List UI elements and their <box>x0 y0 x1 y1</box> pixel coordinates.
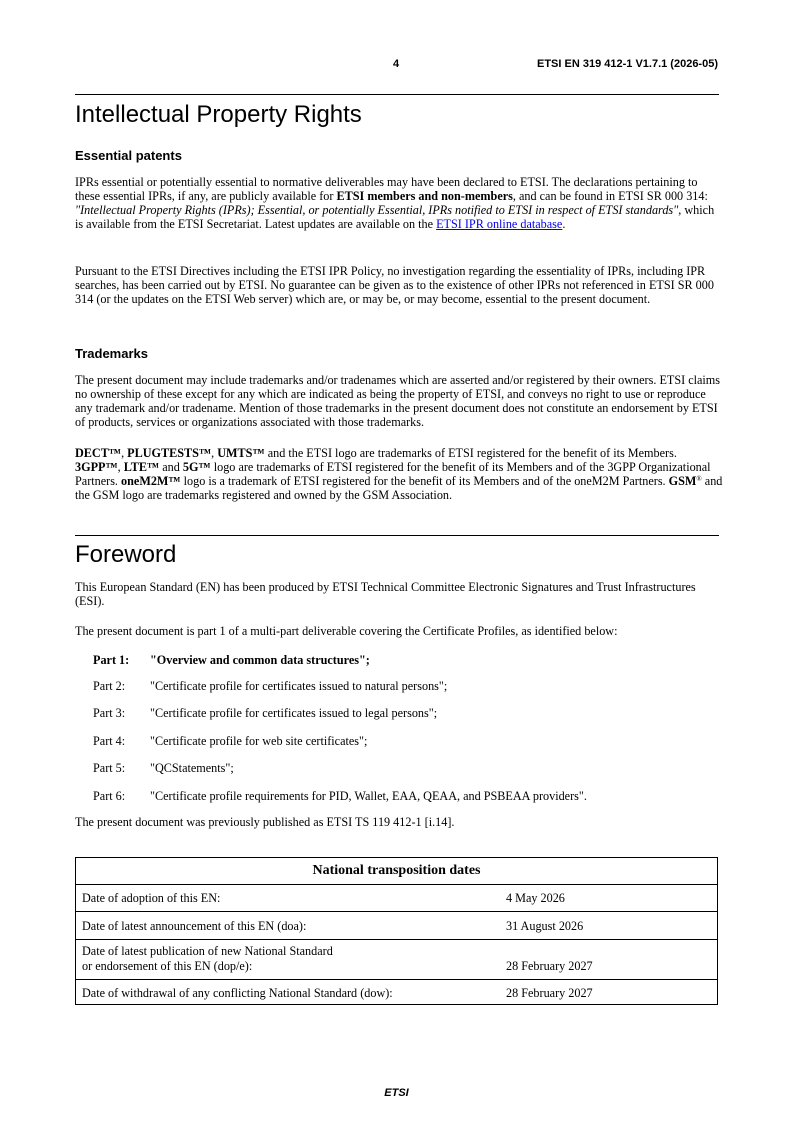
table-row <box>76 912 717 940</box>
part-number: Part 2: <box>93 679 126 693</box>
table-row <box>76 980 717 1005</box>
list-item <box>93 761 713 775</box>
table-cell-value: 4 May 2026 <box>506 891 565 905</box>
paragraph-foreword-intro: This European Standard (EN) has been produced by ETSI Technical Committee Electronic Signatures and Trust Infrastructures (ESI). <box>75 580 696 608</box>
table-cell-label: Date of latest publication of new National Standard <box>82 944 333 958</box>
table-title: National transposition dates <box>76 858 717 885</box>
part-title: "Overview and common data structures"; <box>150 653 370 667</box>
table-cell-value: 28 February 2027 <box>506 986 593 1000</box>
national-transposition-dates-table <box>75 857 718 1005</box>
part-title: "Certificate profile for web site certificates"; <box>150 734 368 748</box>
heading-foreword: Foreword <box>75 541 177 568</box>
table-row <box>76 940 717 980</box>
list-item <box>93 706 713 720</box>
paragraph-ipr-declarations: IPRs essential or potentially essential to normative deliverables may have been declared to ETSI. The declarations pertaining to these essential IPRs, if any, are publicly available for ETSI members and non-members, and can be found in ETSI SR 000 314: "Intellectual Property Rights (IPRs); Essential, or potentially Essential, IPRs notified to ETSI in respect of ETSI standards", which is available from the ETSI Secretariat. Latest updates are available on the ETSI IPR online database. <box>75 175 715 231</box>
list-item <box>93 789 713 803</box>
list-item <box>93 734 713 748</box>
part-number: Part 3: <box>93 706 126 720</box>
table-cell-label: Date of withdrawal of any conflicting National Standard (dow): <box>82 986 393 1000</box>
paragraph-trademarks-list: DECT™, PLUGTESTS™, UMTS™ and the ETSI logo are trademarks of ETSI registered for the benefit of its Members. 3GPP™, LTE™ and 5G™ logo are trademarks of ETSI registered for the benefit of its Members and of the 3GPP Organizational Partners. oneM2M™ logo is a trademark of ETSI registered for the benefit of its Members and of the oneM2M Partners. GSM® and the GSM logo are trademarks registered and owned by the GSM Association. <box>75 446 723 502</box>
page-number: 4 <box>393 58 400 70</box>
part-number: Part 1: <box>93 653 130 667</box>
section-rule-foreword <box>75 535 719 536</box>
paragraph-ipr-policy: Pursuant to the ETSI Directives including the ETSI IPR Policy, no investigation regarding the essentiality of IPRs, including IPR searches, has been carried out by ETSI. No guarantee can be given as to the existence of other IPRs not referenced in ETSI SR 000 314 (or the updates on the ETSI Web server) which are, or may be, or may become, essential to the present document. <box>75 264 714 306</box>
list-item <box>93 679 713 693</box>
document-reference: ETSI EN 319 412-1 V1.7.1 (2026-05) <box>537 58 718 70</box>
table-cell-label: Date of latest announcement of this EN (doa): <box>82 919 307 933</box>
heading-essential-patents: Essential patents <box>75 148 182 163</box>
part-number: Part 5: <box>93 761 126 775</box>
paragraph-trademarks-general: The present document may include trademarks and/or tradenames which are asserted and/or registered by their owners. ETSI claims no ownership of these except for any which are indicated as being the property of ETSI, and conveys no right to use or reproduce any trademark and/or tradename. Mention of those trademarks in the present document does not constitute an endorsement by ETSI of products, services or organizations associated with those trademarks. <box>75 373 721 429</box>
table-row <box>76 884 717 912</box>
table-cell-label: Date of adoption of this EN: <box>82 891 221 905</box>
table-cell-label: or endorsement of this EN (dop/e): <box>82 959 253 973</box>
paragraph-previous-publication: The present document was previously published as ETSI TS 119 412-1 [i.14]. <box>75 815 455 829</box>
table-cell-value: 28 February 2027 <box>506 959 593 973</box>
footer-etsi: ETSI <box>384 1087 409 1099</box>
heading-intellectual-property-rights: Intellectual Property Rights <box>75 101 362 128</box>
section-rule-ipr <box>75 94 719 95</box>
table-cell-value: 31 August 2026 <box>506 919 584 933</box>
part-title: "Certificate profile for certificates issued to natural persons"; <box>150 679 448 693</box>
list-item <box>93 653 713 667</box>
heading-trademarks: Trademarks <box>75 346 148 361</box>
part-title: "QCStatements"; <box>150 761 234 775</box>
paragraph-foreword-parts-intro: The present document is part 1 of a multi-part deliverable covering the Certificate Profiles, as identified below: <box>75 624 618 638</box>
part-title: "Certificate profile requirements for PID, Wallet, EAA, QEAA, and PSBEAA providers". <box>150 789 587 803</box>
etsi-ipr-database-link[interactable]: ETSI IPR online database <box>436 216 563 231</box>
part-number: Part 4: <box>93 734 126 748</box>
part-title: "Certificate profile for certificates issued to legal persons"; <box>150 706 438 720</box>
part-number: Part 6: <box>93 789 126 803</box>
